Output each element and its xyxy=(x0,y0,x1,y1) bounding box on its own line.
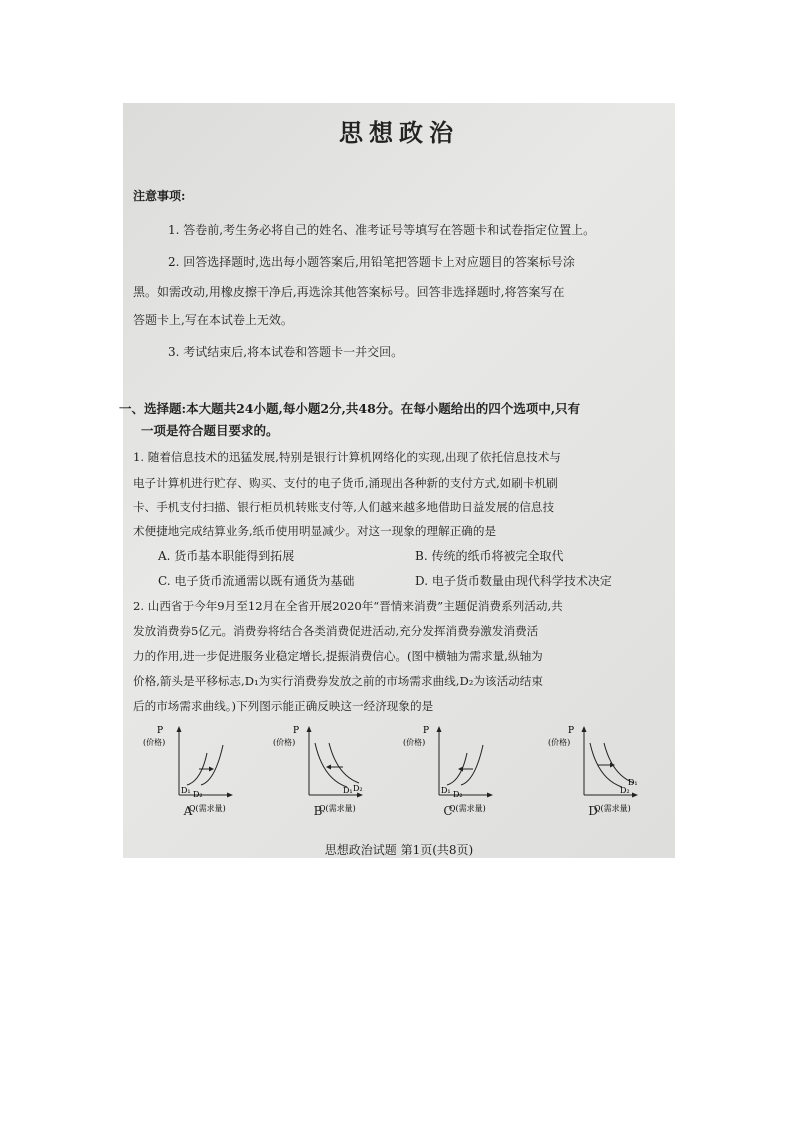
d1-label: D₁ xyxy=(628,778,638,787)
graph-b-label: B xyxy=(313,804,323,818)
notice-item-2-cont2: 答题卡上,写在本试卷上无效。 xyxy=(133,313,293,327)
notice-item-2-cont: 黑。如需改动,用橡皮擦干净后,再选涂其他答案标号。回答非选择题时,将答案写在 xyxy=(133,285,565,299)
p-axis-label: P xyxy=(293,726,300,736)
question-1-line-1: 1. 随着信息技术的迅猛发展,特别是银行计算机网络化的实现,出现了依托信息技术与 xyxy=(133,450,561,464)
option-c: C. 电子货币流通需以既有通货为基础 xyxy=(158,574,355,588)
notice-item-1: 1. 答卷前,考生务必将自己的姓名、准考证号等填写在答题卡和试卷指定位置上。 xyxy=(168,223,596,237)
d1-label: D₁ xyxy=(181,786,191,795)
graph-c-label: C xyxy=(443,804,453,818)
option-a: A. 货币基本职能得到拓展 xyxy=(158,549,295,563)
p-axis-sub: (价格) xyxy=(403,738,426,747)
notice-item-3: 3. 考试结束后,将本试卷和答题卡一并交回。 xyxy=(168,345,404,359)
question-2-line-2: 发放消费券5亿元。消费券将结合各类消费促进活动,充分发挥消费券激发消费活 xyxy=(133,624,539,638)
question-2-line-5: 后的市场需求曲线。)下列图示能正确反映这一经济现象的是 xyxy=(133,699,434,713)
question-1-line-4: 术便捷地完成结算业务,纸币使用明显减少。对这一现象的理解正确的是 xyxy=(133,524,497,538)
p-axis-sub: (价格) xyxy=(548,738,571,747)
exam-page xyxy=(119,103,675,858)
d1-label: D₁ xyxy=(343,786,353,795)
graph-b xyxy=(273,723,363,823)
d2-label: D₂ xyxy=(193,790,203,799)
p-axis-sub: (价格) xyxy=(273,738,296,747)
graph-d xyxy=(548,723,638,823)
d2-label: D₂ xyxy=(453,790,463,799)
question-1-line-3: 卡、手机支付扫描、银行柜员机转账支付等,人们越来越多地借助日益发展的信息技 xyxy=(133,500,555,514)
p-axis-label: P xyxy=(423,726,430,736)
question-1-line-2: 电子计算机进行贮存、购买、支付的电子货币,涌现出各种新的支付方式,如刷卡机刷 xyxy=(133,476,558,490)
question-2-line-4: 价格,箭头是平移标志,D₁为实行消费券发放之前的市场需求曲线,D₂为该活动结束 xyxy=(133,674,543,688)
option-d: D. 电子货币数量由现代科学技术决定 xyxy=(415,574,612,588)
p-axis-label: P xyxy=(568,726,575,736)
p-axis-label: P xyxy=(157,726,164,736)
q-axis-label: Q(需求量) xyxy=(189,804,226,813)
p-axis-sub: (价格) xyxy=(143,738,166,747)
q-axis-label: Q(需求量) xyxy=(319,804,356,813)
page-title: 思想政治 xyxy=(339,118,459,147)
question-2-line-1: 2. 山西省于今年9月至12月在全省开展2020年“晋情来消费”主题促消费系列活动,共 xyxy=(133,599,563,613)
question-2-line-3: 力的作用,进一步促进服务业稳定增长,提振消费信心。(图中横轴为需求量,纵轴为 xyxy=(133,649,543,663)
q-axis-label: Q(需求量) xyxy=(594,804,631,813)
graph-c xyxy=(403,723,493,823)
section-heading: 一、选择题:本大题共24小题,每小题2分,共48分。在每小题给出的四个选项中,只有 xyxy=(119,401,581,416)
option-b: B. 传统的纸币将被完全取代 xyxy=(415,549,564,563)
notice-item-2: 2. 回答选择题时,选出每小题答案后,用铅笔把答题卡上对应题目的答案标号涂 xyxy=(168,255,575,269)
q-axis-label: Q(需求量) xyxy=(449,804,486,813)
section-heading-cont: 一项是符合题目要求的。 xyxy=(141,423,279,438)
d1-label: D₁ xyxy=(441,786,451,795)
graph-a xyxy=(143,723,233,823)
d2-label: D₂ xyxy=(353,784,363,793)
d2-label: D₂ xyxy=(620,786,630,795)
graph-a-label: A xyxy=(183,804,193,818)
notice-heading: 注意事项: xyxy=(133,189,186,203)
graph-d-label: D xyxy=(588,804,598,818)
page-footer: 思想政治试题 第1页(共8页) xyxy=(324,843,474,857)
